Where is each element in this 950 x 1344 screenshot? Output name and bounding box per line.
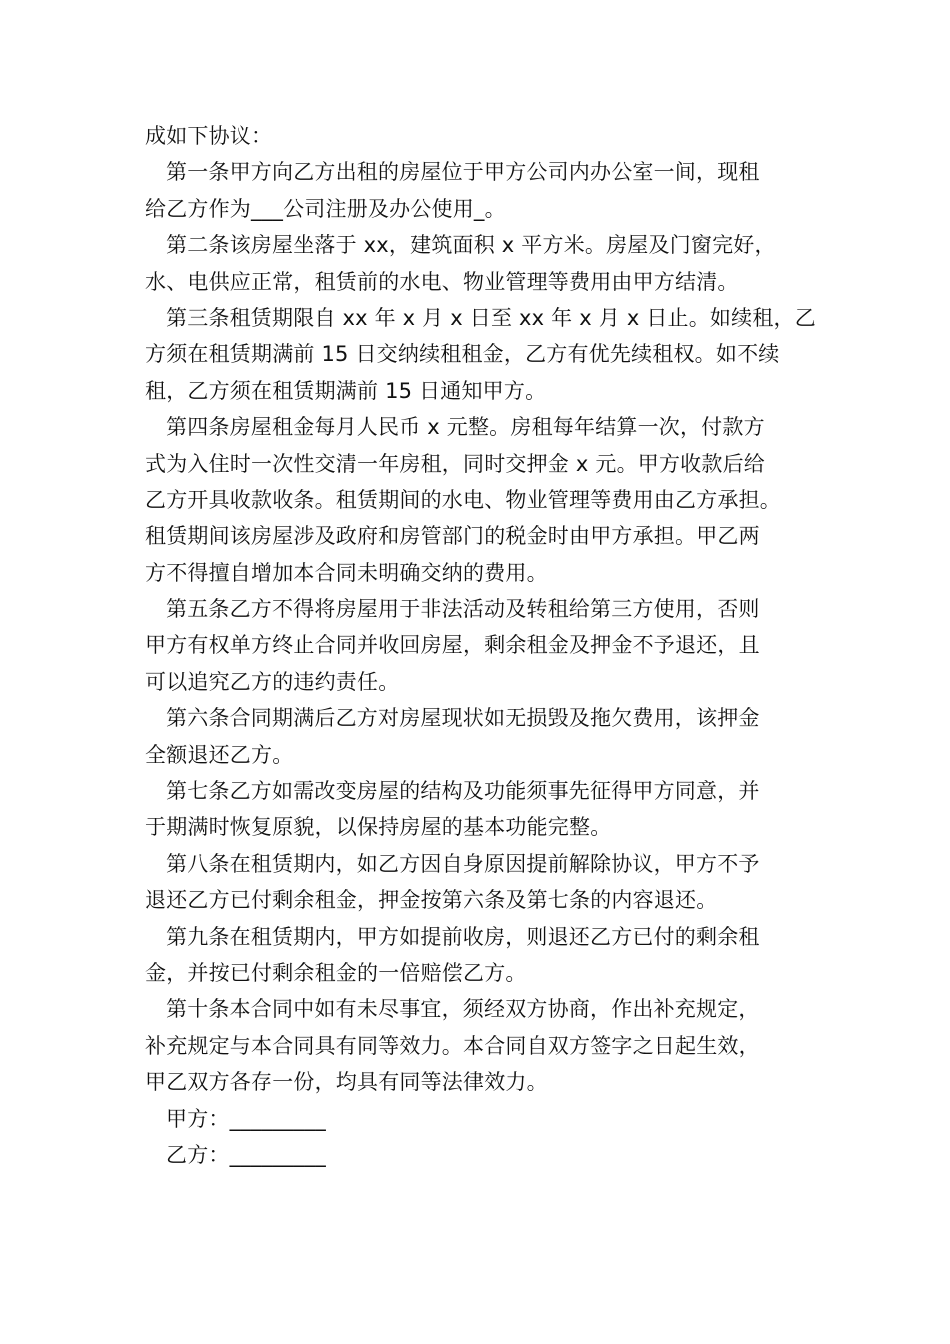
article-5-line: 甲方有权单方终止合同并收回房屋，剩余租金及押金不予退还，且 [145, 633, 760, 658]
article-9-line: 第九条在租赁期内，甲方如提前收房，则退还乙方已付的剩余租 [166, 924, 760, 949]
article-1-line: 给乙方作为___公司注册及办公使用_。 [145, 196, 506, 221]
article-10-line: 第十条本合同中如有未尽事宜，须经双方协商，作出补充规定， [166, 997, 760, 1022]
article-7-line: 于期满时恢复原貌，以保持房屋的基本功能完整。 [145, 815, 612, 840]
article-5-line: 可以追究乙方的违约责任。 [145, 669, 400, 694]
article-9-line: 金，并按已付剩余租金的一倍赔偿乙方。 [145, 960, 527, 985]
article-5-line: 第五条乙方不得将房屋用于非法活动及转租给第三方使用，否则 [166, 597, 760, 622]
article-4-line: 第四条房屋租金每月人民币 x 元整。房租每年结算一次，付款方 [166, 415, 765, 440]
article-3-line: 租，乙方须在租赁期满前 15 日通知甲方。 [145, 378, 547, 403]
article-7-line: 第七条乙方如需改变房屋的结构及功能须事先征得甲方同意，并 [166, 779, 760, 804]
party-b-signature-line: 乙方：_________ [166, 1142, 326, 1167]
article-3-line: 方须在租赁期满前 15 日交纳续租租金，乙方有优先续租权。如不续 [145, 342, 780, 367]
article-4-line: 乙方开具收款收条。租赁期间的水电、物业管理等费用由乙方承担。 [145, 487, 781, 512]
article-10-line: 甲乙双方各存一份，均具有同等法律效力。 [145, 1070, 548, 1095]
contract-body [145, 118, 825, 1173]
article-6-line: 第六条合同期满后乙方对房屋现状如无损毁及拖欠费用，该押金 [166, 706, 760, 731]
article-8-line: 退还乙方已付剩余租金，押金按第六条及第七条的内容退还。 [145, 888, 718, 913]
article-3-line: 第三条租赁期限自 xx 年 x 月 x 日至 xx 年 x 月 x 日止。如续租，乙 [166, 305, 816, 330]
article-1-line: 第一条甲方向乙方出租的房屋位于甲方公司内办公室一间，现租 [166, 160, 760, 185]
article-8-line: 第八条在租赁期内，如乙方因自身原因提前解除协议，甲方不予 [166, 851, 760, 876]
article-4-line: 租赁期间该房屋涉及政府和房管部门的税金时由甲方承担。甲乙两 [145, 524, 760, 549]
party-a-signature-line: 甲方：_________ [166, 1106, 326, 1131]
article-10-line: 补充规定与本合同具有同等效力。本合同自双方签字之日起生效， [145, 1033, 760, 1058]
article-4-line: 方不得擅自增加本合同未明确交纳的费用。 [145, 560, 548, 585]
article-4-line: 式为入住时一次性交清一年房租，同时交押金 x 元。甲方收款后给 [145, 451, 765, 476]
article-6-line: 全额退还乙方。 [145, 742, 294, 767]
article-2-line: 第二条该房屋坐落于 xx，建筑面积 x 平方米。房屋及门窗完好， [166, 233, 776, 258]
article-2-line: 水、电供应正常，租赁前的水电、物业管理等费用由甲方结清。 [145, 269, 739, 294]
text-line: 成如下协议： [145, 124, 273, 148]
